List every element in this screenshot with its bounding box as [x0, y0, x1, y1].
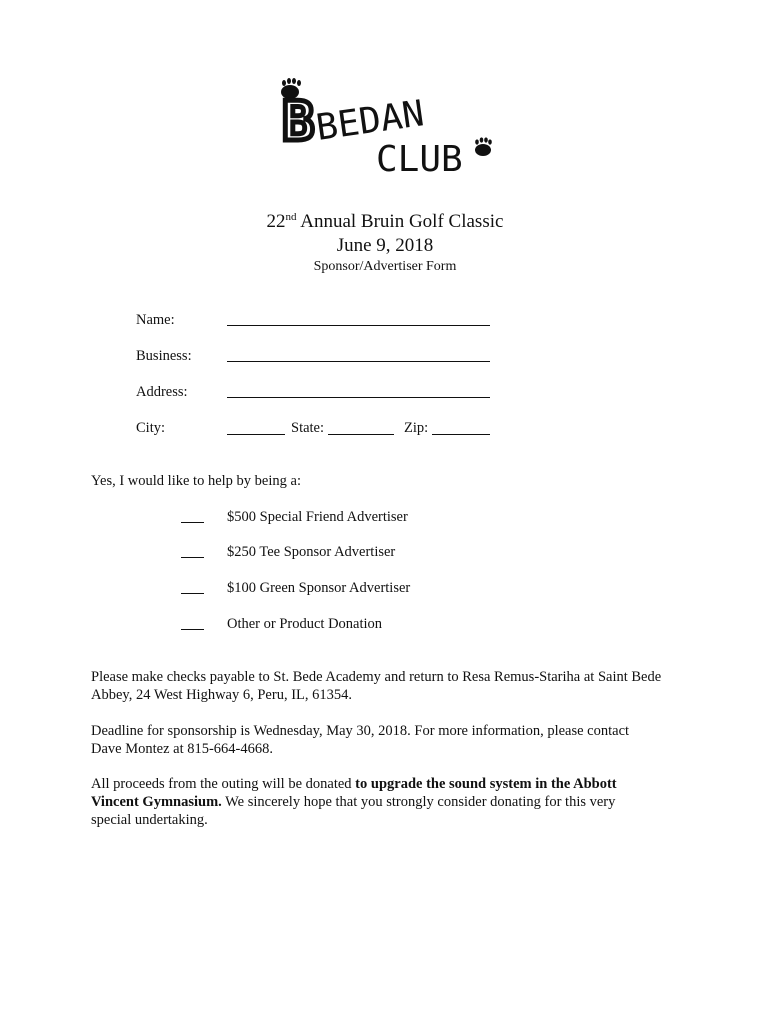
proceeds-purpose: to upgrade the sound system in the Abbott Vincent Gymnasium.: [91, 776, 617, 810]
business-label: Business:: [136, 348, 192, 364]
event-date: June 9, 2018: [336, 235, 434, 256]
payment-instructions: Please make checks payable to St. Bede Academy and return to Resa Remus-Stariha at Saint Bede Abbey, 24 West Highway 6, Peru, IL, 61354.: [91, 669, 662, 703]
city-state-zip-row: [227, 419, 490, 437]
option-100-label: $100 Green Sponsor Advertiser: [227, 580, 411, 596]
name-field[interactable]: [227, 325, 490, 326]
logo-line2: CLUB: [376, 139, 463, 178]
zip-label: Zip:: [404, 420, 429, 436]
event-title: 22nd Annual Bruin Golf Classic: [266, 211, 504, 232]
paw-print-icon: [475, 137, 492, 156]
proceeds-paragraph: All proceeds from the outing will be donated to upgrade the sound system in the Abbott Vincent Gymnasium. We sincerely hope that you strongly consider donating for this very special undertaking.: [91, 776, 617, 828]
deadline-line-1: Deadline for sponsorship is Wednesday, May 30, 2018. For more information, please contact: [91, 723, 630, 739]
zip-field[interactable]: [432, 420, 490, 435]
help-intro: Yes, I would like to help by being a:: [91, 473, 301, 489]
option-250-label: $250 Tee Sponsor Advertiser: [227, 544, 396, 560]
option-other-label: Other or Product Donation: [227, 616, 383, 632]
state-label: State:: [291, 420, 325, 436]
logo-big-b: B: [282, 90, 315, 153]
option-other-checkbox[interactable]: [181, 629, 204, 630]
bedan-club-logo: [278, 78, 498, 178]
address-field[interactable]: [227, 397, 490, 398]
state-field[interactable]: [328, 420, 394, 435]
city-field[interactable]: [227, 420, 285, 435]
name-label: Name:: [136, 312, 175, 328]
address-label: Address:: [136, 384, 188, 400]
option-500-label: $500 Special Friend Advertiser: [227, 509, 408, 525]
business-field[interactable]: [227, 361, 490, 362]
deadline-line-2: Dave Montez at 815-664-4668.: [91, 741, 274, 757]
option-500-checkbox[interactable]: [181, 522, 204, 523]
option-250-checkbox[interactable]: [181, 557, 204, 558]
form-subtitle: Sponsor/Advertiser Form: [313, 259, 457, 274]
title-ordinal: nd: [285, 211, 297, 223]
option-100-checkbox[interactable]: [181, 593, 204, 594]
city-label: City:: [136, 420, 166, 436]
logo-line1: BEDAN: [313, 93, 427, 149]
